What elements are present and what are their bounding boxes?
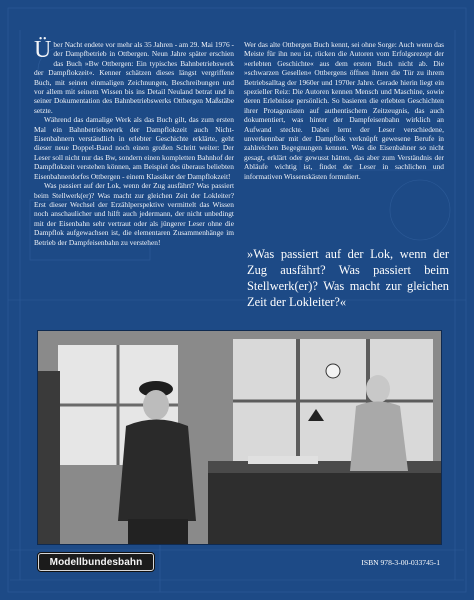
left-paragraph-2: Während das damalige Werk als das Buch gilt, das zum ersten Mal ein Bahnbetriebswerk der Dampflokzeit auch Nicht-Eisenbahnern verständlich in erlebter Geschichte erklärte, geht dieser neue Doppel-Band noch einen großen Schritt weiter: Der Leser soll nicht nur das Bw, sondern einen kompletten Bahnhof der Dampflokzeit verstehen können, am Beispiel des überaus beliebten Eisenbahnerdorfes Ottbergen - einem Klassiker der Dampflokzeit! xyxy=(34,115,234,181)
right-column xyxy=(244,40,444,247)
signal-box-photo xyxy=(37,330,442,545)
left-paragraph-1: Über Nacht endete vor mehr als 35 Jahren - am 29. Mai 1976 - der Dampfbetrieb in Ottbergen. Neun Jahre später erschien das Buch »Bw Ottbergen: Ein typisches Bahnbetriebswerk der Dampflokzeit«. Kenner schätzen dieses längst vergriffene Buch, mit seinen einmaligen Zeichnungen, Beschreibungen und vor allem mit seinem Wissen bis ins Detail Neuland betrat und in seiner Dokumentation des Bahnbetriebswerks Ottbergen Maßstäbe setzte. xyxy=(34,37,234,115)
dropcap: Ü xyxy=(34,37,52,63)
pull-quote: »Was passiert auf der Lok, wenn der Zug ausfährt? Was passiert beim Stellwerk(er)? Was macht zur gleichen Zeit der Lokleiter?« xyxy=(247,247,449,309)
isbn: ISBN 978-3-00-033745-1 xyxy=(361,558,440,567)
left-paragraph-3: Was passiert auf der Lok, wenn der Zug ausfährt? Was passiert beim Stellwerk(er)? Was macht zur gleichen Zeit der Lokleiter? Erst dieser Wechsel der Erzählperspektive vermittelt das Wissen noch anschaulicher und hilft auch jedermann, der nicht unbedingt mit der Eisenbahn sehr vertraut oder als jüngerer Leser ohne die Dampflok aufgewachsen ist, die elementaren Zusammenhänge im Betrieb der Dampfeisenbahn zu verstehen! xyxy=(34,181,234,247)
right-paragraph-1: Wer das alte Ottbergen Buch kennt, sei ohne Sorge: Auch wenn das Meiste für ihn neu ist, rücken die Autoren vom Erfolgsrezept der »erlebten Geschichte« aus dem ersten Buch nicht ab. Die »schwarzen Gesellen« Ottbergens öffnen ihnen die Tür zu ihrem Betriebsalltag der 1960er und 1970er Jahre. Gerade hierin liegt ein spezieller Reiz: Die Autoren kennen Mensch und Maschine, sowie deren Erlebnisse persönlich. So basieren die erlebten Geschichten ihrer Protagonisten auf authentischem Zeitzeugnis, das auch dokumentiert, was hinter der Dampfeisenbahn wirklich an Aufwand steckte. Dabei lernt der Leser verschiedene, unverkennbar mit der Dampflok verknüpft gewesene Berufe in zahlreichen Begegnungen kennen. Was die Eisenbahner so nicht gesagt, erklärt oder gewusst hätten, das aber zum Verständnis der Abläufe wichtig ist, findet der Leser in sachlichen und informativen Wissenskästen formuliert. xyxy=(244,40,444,181)
logo-text: Modellbundesbahn xyxy=(49,556,143,568)
left-column xyxy=(34,37,234,247)
article-columns xyxy=(34,37,444,247)
modellbundesbahn-logo xyxy=(38,553,154,571)
